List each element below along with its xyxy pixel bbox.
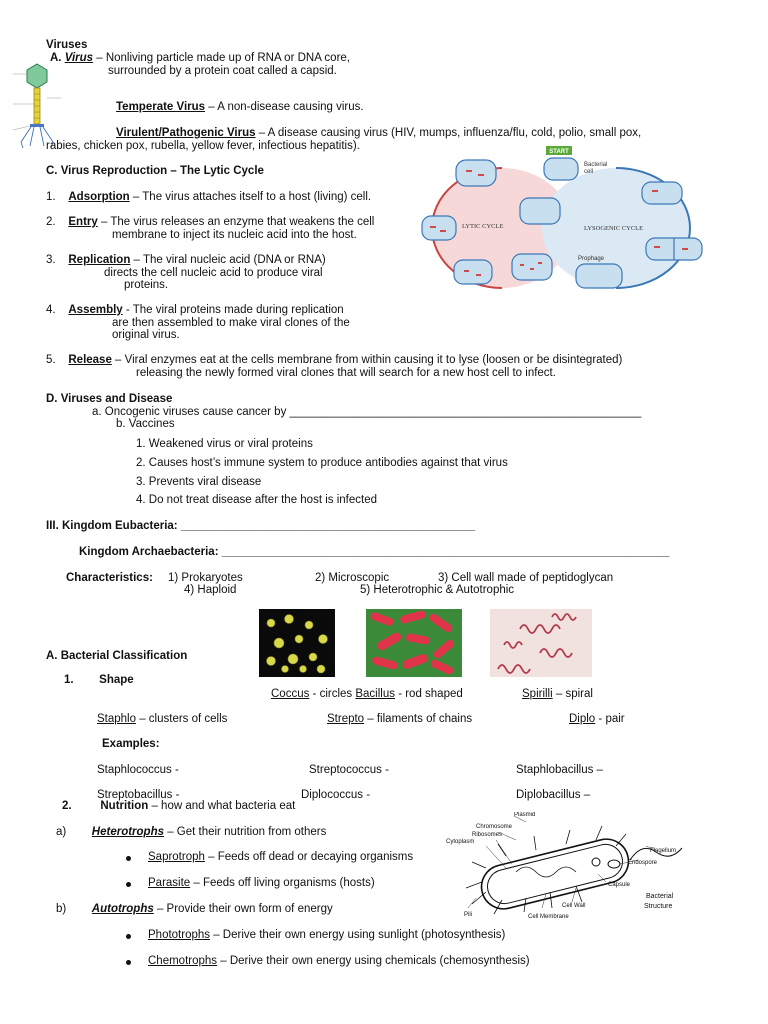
vaccine-point-3: 3. Prevents viral disease	[136, 476, 262, 488]
virulent-virus-cont: rabies, chicken pox, rubella, yellow fever, infectious hepatitis).	[46, 140, 360, 152]
example-diplobacillus: Diplobacillus –	[516, 789, 591, 801]
examples-label: Examples:	[102, 738, 160, 750]
lytic-step-5: 5. Release – Viral enzymes eat at the cells membrane from within causing it to lyse (loosen or be disintegrated)	[46, 354, 623, 366]
disease-heading: D. Viruses and Disease	[46, 393, 173, 405]
spirilli-micrograph	[490, 609, 592, 677]
cell-wall-label: Cell Wall	[562, 903, 586, 909]
plasmid-label: Plasmid	[514, 812, 536, 818]
coccus-def: Coccus - circles Bacillus - rod shaped	[271, 688, 463, 700]
oncogenic-item: a. Oncogenic viruses cause cancer by _______________________________________________________	[92, 406, 642, 418]
vaccine-point-4: 4. Do not treat disease after the host is infected	[136, 494, 378, 506]
prophage-label: Prophage	[578, 256, 605, 262]
example-streptococcus: Streptococcus -	[309, 764, 389, 776]
pili-label: Pili	[464, 912, 473, 918]
example-streptobacillus: Streptobacillus -	[97, 789, 180, 801]
cytoplasm-label: Cytoplasm	[446, 839, 475, 845]
characteristic-3: 3) Cell wall made of peptidoglycan	[438, 572, 614, 584]
lytic-step-4-cont: are then assembled to make viral clones of the	[112, 317, 350, 329]
parasite-item: Parasite – Feeds off living organisms (hosts)	[148, 877, 375, 889]
autotrophs-item: b) Autotrophs – Provide their own form of energy	[56, 903, 333, 915]
cell-membrane-label: Cell Membrane	[528, 914, 569, 920]
virus-definition: A. Virus – Nonliving particle made up of RNA or DNA core,	[50, 52, 350, 64]
virus-definition-cont: surrounded by a protein coat called a capsid.	[108, 65, 337, 77]
lytic-cycle-label: LYTIC CYCLE	[462, 223, 504, 230]
example-staphlococcus: Staphlococcus -	[97, 764, 179, 776]
shape-heading: 1. Shape	[64, 674, 134, 686]
bacterial-cell-label-2: cell	[584, 169, 594, 175]
lytic-step-3-cont: directs the cell nucleic acid to produce viral	[104, 267, 323, 279]
kingdom-archaebacteria: Kingdom Archaebacteria: ______________________________________________________________________	[79, 546, 670, 558]
endospore-label: Endospore	[628, 860, 658, 866]
bacterial-structure-title-2: Structure	[644, 903, 673, 910]
lytic-step-3-cont2: proteins.	[124, 279, 169, 291]
saprotroph-item: Saprotroph – Feeds off dead or decaying organisms	[148, 851, 414, 863]
bullet	[126, 856, 131, 861]
ribosomes-label: Ribosomes	[472, 832, 503, 838]
bullet	[126, 882, 131, 887]
start-label: START	[549, 149, 569, 155]
bacterial-structure-title: Bacterial	[646, 893, 674, 900]
lytic-step-2-cont: membrane to inject its nucleic acid into the host.	[112, 229, 357, 241]
lysogenic-cycle-label: LYSOGENIC CYCLE	[584, 225, 644, 232]
bacterial-structure-diagram	[446, 812, 696, 924]
bacteriophage-illustration	[3, 60, 71, 152]
lytic-step-4-cont2: original virus.	[112, 329, 180, 341]
viruses-heading: Viruses	[46, 39, 88, 51]
heterotrophs-item: a) Heterotrophs – Get their nutrition from others	[56, 826, 327, 838]
coccus-micrograph	[259, 609, 335, 677]
nutrition-heading: 2. Nutrition – how and what bacteria eat	[62, 800, 296, 812]
flagellum-label: Flagellum	[650, 848, 677, 854]
diplo-def: Diplo - pair	[569, 713, 625, 725]
lytic-step-3: 3. Replication – The viral nucleic acid (DNA or RNA)	[46, 254, 326, 266]
characteristic-4: 4) Haploid	[184, 584, 237, 596]
virulent-virus: Virulent/Pathogenic Virus – A disease causing virus (HIV, mumps, influenza/flu, cold, polio, small pox,	[116, 127, 642, 139]
capsule-label: Capsule	[608, 882, 631, 888]
staphlo-def: Staphlo – clusters of cells	[97, 713, 228, 725]
phototrophs-item: Phototrophs – Derive their own energy using sunlight (photosynthesis)	[148, 929, 506, 941]
chromosome-label: Chromosome	[476, 824, 513, 830]
lytic-step-5-cont: releasing the newly formed viral clones that will search for a new host cell to infect.	[136, 367, 556, 379]
vaccine-point-1: 1. Weakened virus or viral proteins	[136, 438, 313, 450]
spirilli-def: Spirilli – spiral	[522, 688, 593, 700]
characteristic-5: 5) Heterotrophic & Autotrophic	[360, 584, 515, 596]
chemotrophs-item: Chemotrophs – Derive their own energy using chemicals (chemosynthesis)	[148, 955, 530, 967]
example-diplococcus: Diplococcus -	[301, 789, 371, 801]
bullet	[126, 960, 131, 965]
kingdom-eubacteria: III. Kingdom Eubacteria: ______________________________________________	[46, 520, 476, 532]
vaccines-item: b. Vaccines	[116, 418, 175, 430]
lytic-step-4: 4. Assembly - The viral proteins made during replication	[46, 304, 344, 316]
characteristic-2: 2) Microscopic	[315, 572, 390, 584]
characteristic-1: 1) Prokaryotes	[168, 572, 243, 584]
lytic-step-2: 2. Entry – The virus releases an enzyme that weakens the cell	[46, 216, 375, 228]
example-staphlobacillus: Staphlobacillus –	[516, 764, 603, 776]
characteristics-label: Characteristics:	[66, 572, 153, 584]
bullet	[126, 934, 131, 939]
lytic-lysogenic-diagram	[416, 142, 712, 312]
strepto-def: Strepto – filaments of chains	[327, 713, 473, 725]
classification-heading: A. Bacterial Classification	[46, 650, 188, 662]
bacillus-micrograph	[366, 609, 462, 677]
bacterial-cell-label: Bacterial	[584, 162, 608, 168]
temperate-virus: Temperate Virus – A non-disease causing virus.	[116, 101, 364, 113]
vaccine-point-2: 2. Causes host’s immune system to produce antibodies against that virus	[136, 457, 508, 469]
lytic-heading: C. Virus Reproduction – The Lytic Cycle	[46, 165, 264, 177]
lytic-step-1: 1. Adsorption – The virus attaches itself to a host (living) cell.	[46, 191, 372, 203]
